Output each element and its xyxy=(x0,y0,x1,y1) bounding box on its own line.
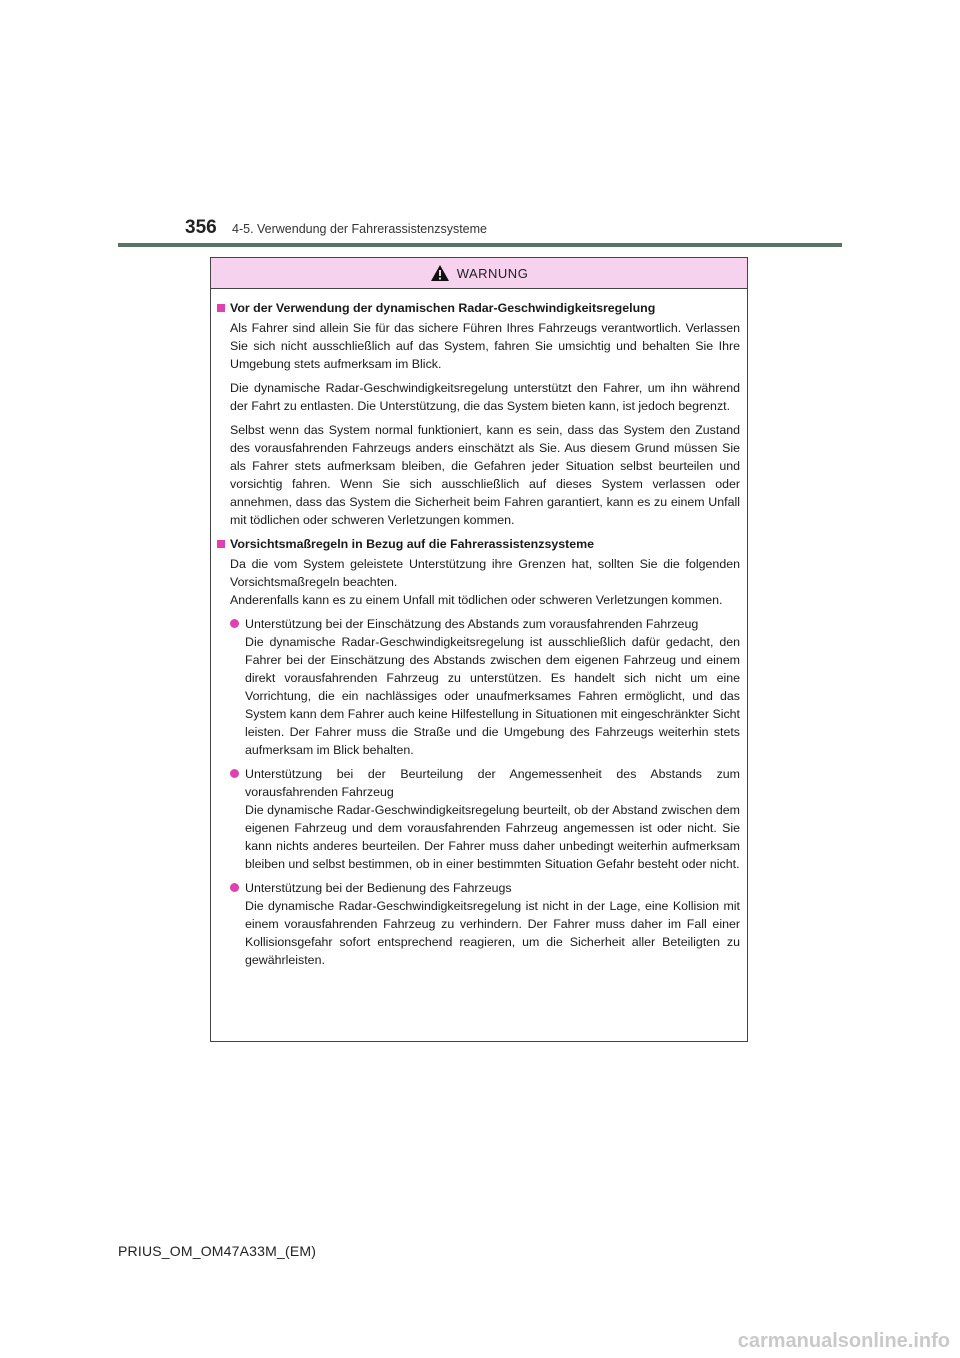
circle-bullet-icon xyxy=(230,769,239,778)
bullet-text: Die dynamische Radar-Geschwindigkeitsregelung beurteilt, ob der Abstand zwischen dem eigenen Fahrzeug und dem vorausfahrenden Fahrzeug angemessen ist oder nicht. Sie kann nichts anderes beurteilen. Der Fahrer muss daher unbedingt weiterhin aufmerksam bleiben und selbst bestimmen, ob in einer bestimmten Situation Gefahr besteht oder nicht. xyxy=(245,803,740,871)
bullet-text: Die dynamische Radar-Geschwindigkeitsregelung ist ausschließlich dafür gedacht, den Fahrer bei der Einschätzung des Abstands zwischen dem eigenen Fahrzeug und einem direkt vorausfahrenden Fahrzeug zu unterstützen. Es handelt sich nicht um eine Vorrichtung, die ein nachlässiges oder unaufmerksames Fahren ermöglicht, und das System kann dem Fahrer auch keine Hilfestellung in Situationen mit eingeschränkter Sicht leisten. Der Fahrer muss die Straße und die Umgebung des Fahrzeugs weiterhin stets aufmerksam im Blick behalten. xyxy=(245,635,740,757)
circle-bullet-icon xyxy=(230,883,239,892)
warning-label: WARNUNG xyxy=(456,265,529,281)
topic-title xyxy=(217,535,740,553)
list-item xyxy=(230,615,740,759)
page-number: 356 xyxy=(185,217,217,238)
warning-header xyxy=(211,258,747,289)
bullet-heading: Unterstützung bei der Beurteilung der Angemessenheit des Abstands zum vorausfahrenden Fahrzeug xyxy=(245,767,740,799)
list-item xyxy=(230,879,740,969)
topic-title-text: Vorsichtsmaßregeln in Bezug auf die Fahrerassistenzsysteme xyxy=(230,537,595,551)
square-bullet-icon xyxy=(217,304,225,312)
bullet-heading: Unterstützung bei der Einschätzung des Abstands zum vorausfahrenden Fahrzeug xyxy=(245,617,699,631)
square-bullet-icon xyxy=(217,540,225,548)
bullet-text: Die dynamische Radar-Geschwindigkeitsregelung ist nicht in der Lage, eine Kollision mit einem vorausfahrenden Fahrzeug zu verhindern. Der Fahrer muss daher im Fall einer Kollisionsgefahr sofort entsprechend reagieren, um die Sicherheit aller Beteiligten zu gewährleisten. xyxy=(245,899,740,967)
list-item xyxy=(230,765,740,873)
header-rule xyxy=(118,243,842,247)
warning-triangle-icon xyxy=(430,264,450,282)
watermark: carmanualsonline.info xyxy=(737,1330,950,1352)
warning-body xyxy=(211,289,747,969)
paragraph: Anderenfalls kann es zu einem Unfall mit tödlichen oder schweren Verletzungen kommen. xyxy=(230,593,723,607)
paragraph: Die dynamische Radar-Geschwindigkeitsregelung unterstützt den Fahrer, um ihn während der Fahrt zu entlasten. Die Unterstützung, die das System bieten kann, ist jedoch begrenzt. xyxy=(230,381,740,413)
document-code: PRIUS_OM_OM47A33M_(EM) xyxy=(118,1243,317,1259)
bullet-heading: Unterstützung bei der Bedienung des Fahrzeugs xyxy=(245,881,512,895)
topic-title-text: Vor der Verwendung der dynamischen Radar-Geschwindigkeitsregelung xyxy=(230,301,656,315)
paragraph: Da die vom System geleistete Unterstützung ihre Grenzen hat, sollten Sie die folgenden Vorsichtsmaßregeln beachten. xyxy=(230,557,740,589)
paragraph: Als Fahrer sind allein Sie für das sichere Führen Ihres Fahrzeugs verantwortlich. Verlassen Sie sich nicht ausschließlich auf das System, fahren Sie umsichtig und behalten Sie Ihre Umgebung stets aufmerksam im Blick. xyxy=(230,321,740,371)
topic-title xyxy=(217,299,740,317)
paragraph: Selbst wenn das System normal funktioniert, kann es sein, dass das System den Zustand des vorausfahrenden Fahrzeugs anders einschätzt als Sie. Aus diesem Grund müssen Sie als Fahrer stets aufmerksam bleiben, die Gefahren jeder Situation selbst beurteilen und vorsichtig fahren. Wenn Sie sich ausschließlich auf dieses System verlassen oder annehmen, dass das System die Sicherheit beim Fahren garantiert, kann es zu einem Unfall mit tödlichen oder schweren Verletzungen kommen. xyxy=(230,423,740,527)
section-title: 4-5. Verwendung der Fahrerassistenzsysteme xyxy=(232,222,487,236)
warning-box xyxy=(210,257,748,1042)
circle-bullet-icon xyxy=(230,619,239,628)
